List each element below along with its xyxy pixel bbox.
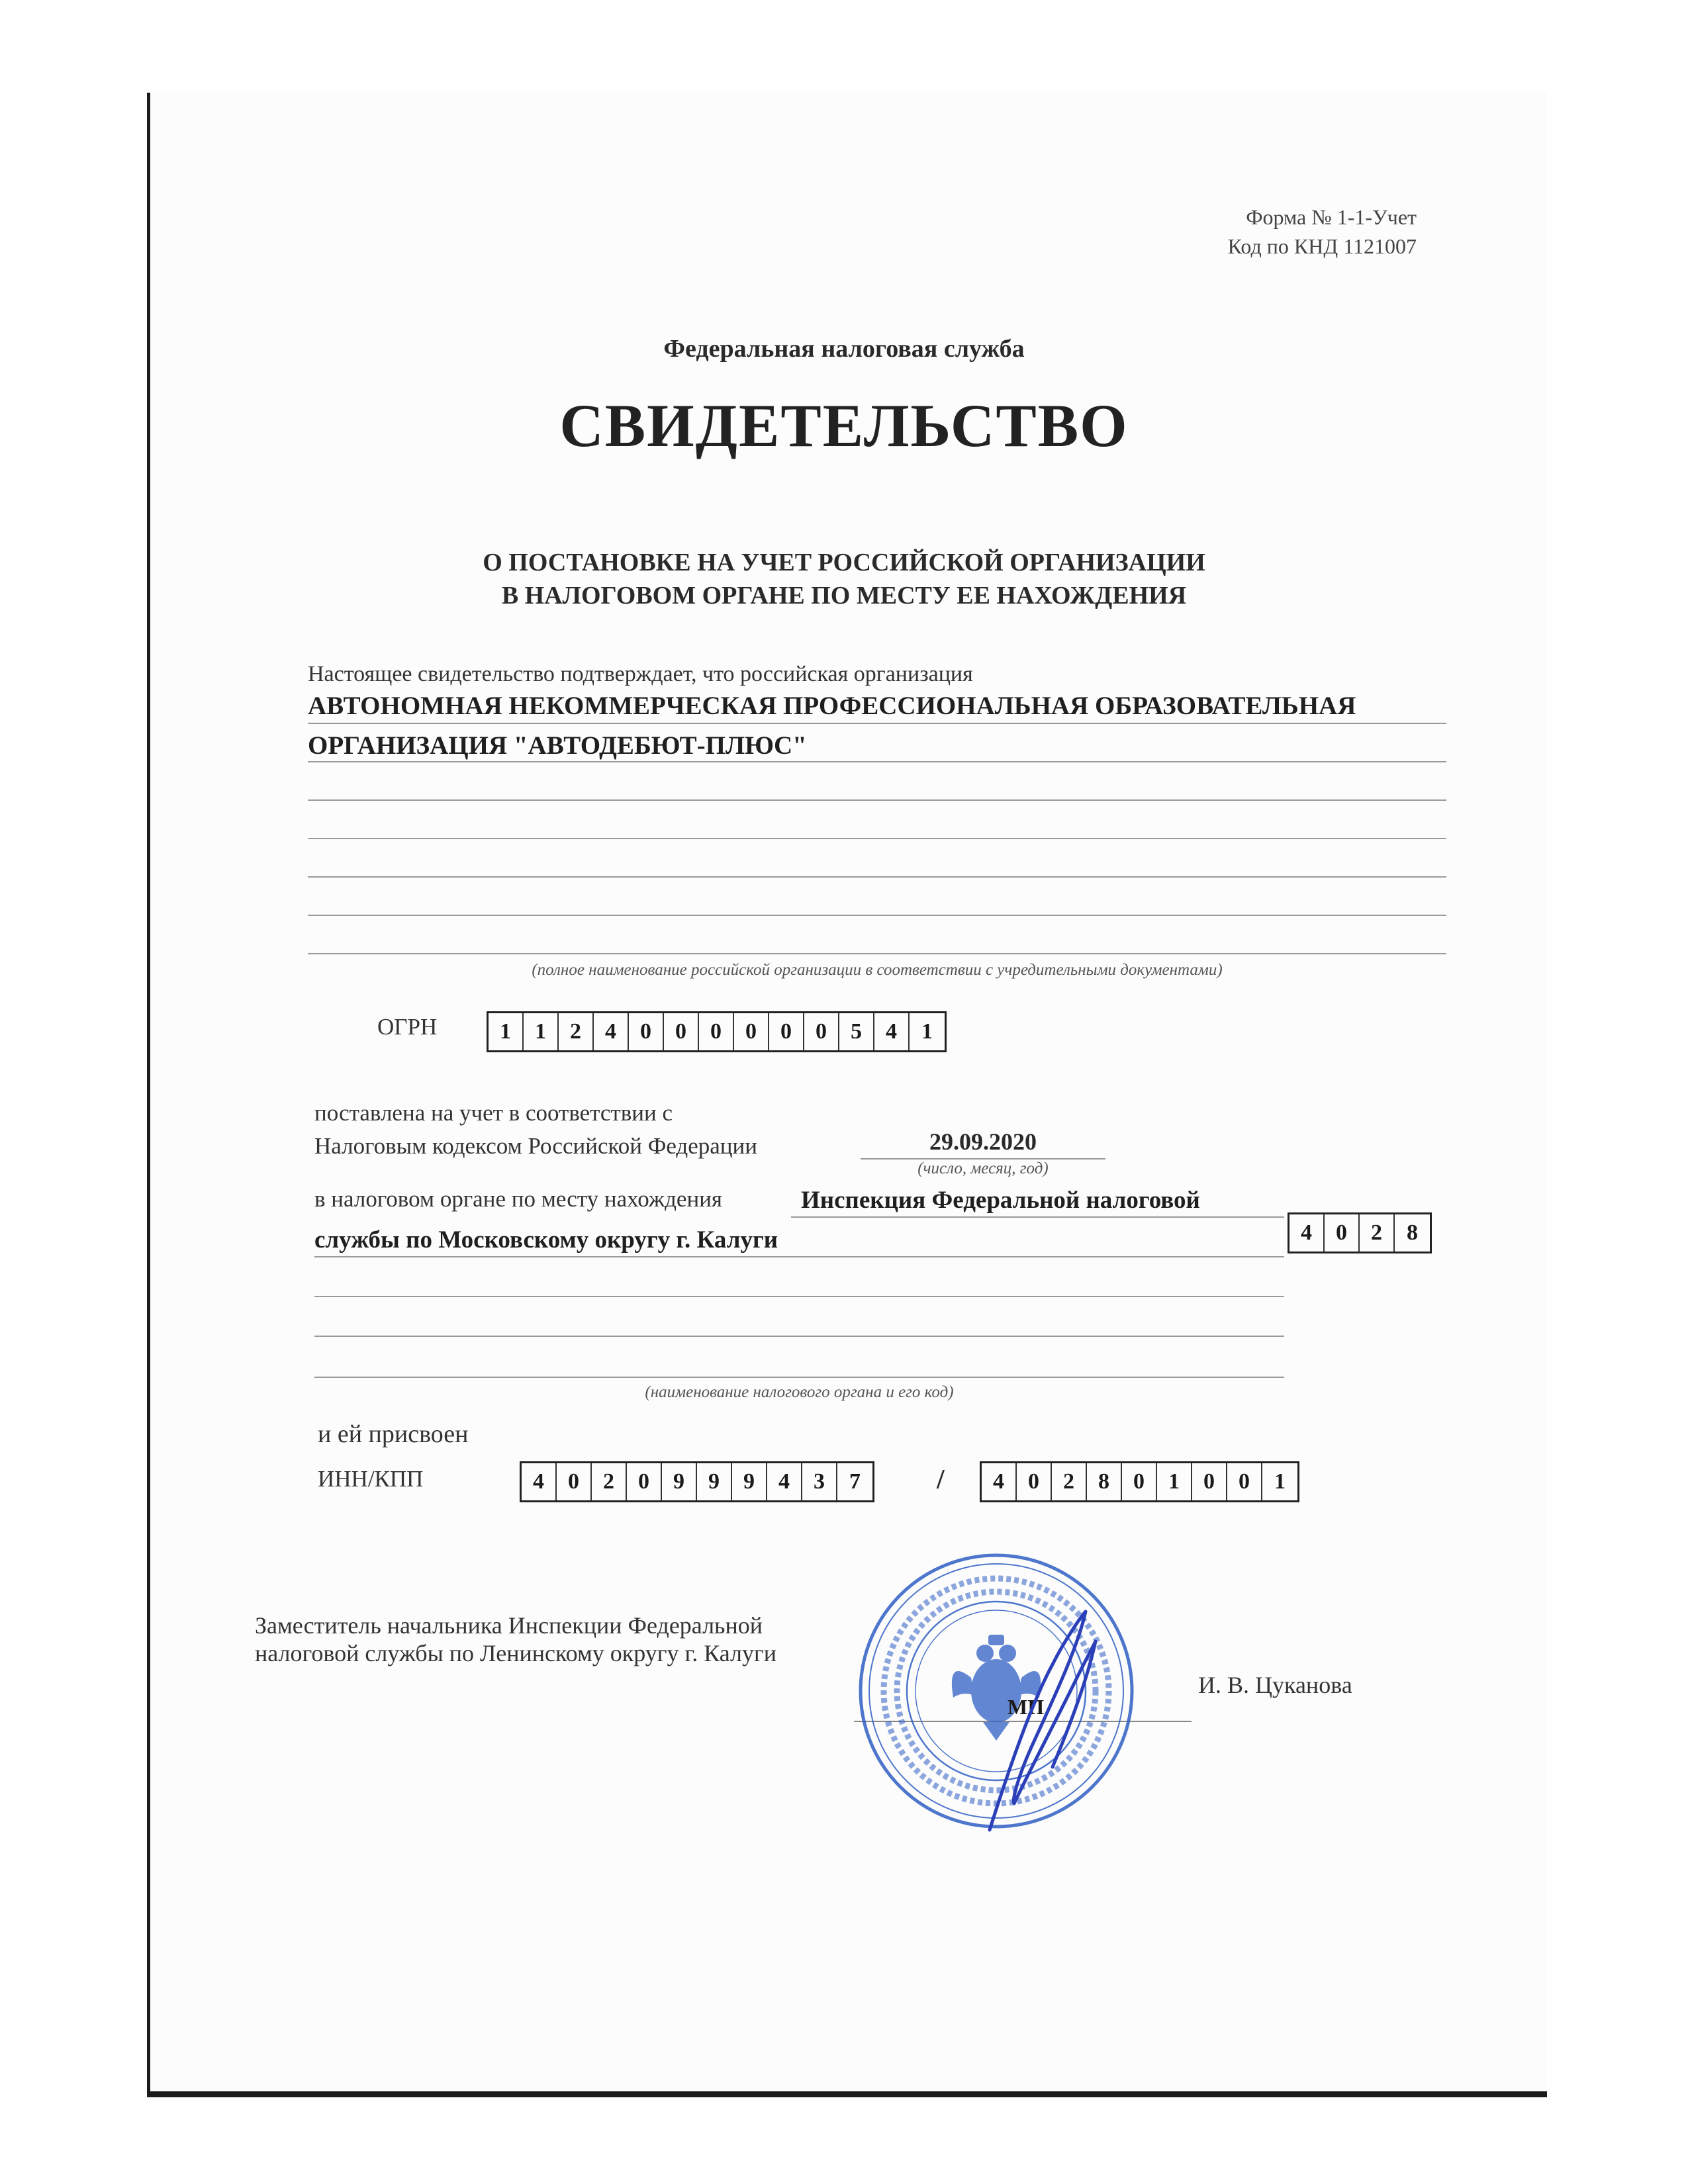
- signatory-position-line-1: Заместитель начальника Инспекции Федеральной: [255, 1612, 763, 1639]
- fill-line: [314, 1336, 1284, 1337]
- registration-text-1: поставлена на учет в соответствии с: [314, 1100, 673, 1126]
- kpp-digit: 4: [982, 1463, 1017, 1500]
- org-name-caption: (полное наименование российской организации в соответствии с учредительными документами): [532, 961, 1223, 979]
- org-name-line-1: АВТОНОМНАЯ НЕКОММЕРЧЕСКАЯ ПРОФЕССИОНАЛЬНАЯ ОБРАЗОВАТЕЛЬНАЯ: [308, 692, 1356, 720]
- subtitle-line-1: О ПОСТАНОВКЕ НА УЧЕТ РОССИЙСКОЙ ОРГАНИЗАЦИИ: [483, 549, 1205, 576]
- inn-digit: 9: [697, 1463, 732, 1500]
- inn-digit: 4: [522, 1463, 557, 1500]
- fill-line: [314, 1256, 1284, 1257]
- inn-cells: [520, 1461, 874, 1502]
- inn-digit: 0: [557, 1463, 592, 1500]
- ogrn-cells: [487, 1011, 947, 1052]
- authority-code-digit: 0: [1325, 1214, 1360, 1251]
- inn-kpp-separator: /: [937, 1465, 945, 1495]
- inn-digit: 3: [802, 1463, 837, 1500]
- authority-code-digit: 4: [1289, 1214, 1325, 1251]
- inn-digit: 9: [732, 1463, 767, 1500]
- fill-line: [308, 723, 1446, 724]
- date-caption: (число, месяц, год): [917, 1160, 1049, 1177]
- ogrn-digit: 0: [804, 1013, 839, 1050]
- fill-line: [791, 1216, 1284, 1218]
- fill-line: [308, 799, 1446, 801]
- kpp-digit: 1: [1274, 1469, 1286, 1494]
- ogrn-digit: 1: [489, 1013, 524, 1050]
- ogrn-digit: 4: [874, 1013, 910, 1050]
- subtitle-line-2: В НАЛОГОВОМ ОРГАНЕ ПО МЕСТУ ЕЕ НАХОЖДЕНИЯ: [501, 582, 1187, 610]
- assigned-text: и ей присвоен: [318, 1420, 469, 1448]
- inn-digit: 0: [627, 1463, 662, 1500]
- kpp-digit: 0: [1227, 1463, 1262, 1500]
- form-number-block: [1228, 203, 1417, 261]
- authority-code-cells: [1288, 1212, 1432, 1253]
- registration-date: 29.09.2020: [929, 1128, 1037, 1155]
- ogrn-digit: 4: [594, 1013, 629, 1050]
- knd-code: Код по КНД 1121007: [1227, 234, 1417, 258]
- kpp-digit: 2: [1052, 1463, 1087, 1500]
- seal-mark: МП: [1008, 1695, 1045, 1719]
- inn-digit: 9: [662, 1463, 697, 1500]
- org-name-line-2: ОРГАНИЗАЦИЯ "АВТОДЕБЮТ-ПЛЮС": [308, 731, 807, 760]
- official-seal-stamp: [854, 1549, 1139, 1833]
- intro-text: Настоящее свидетельство подтверждает, что российская организация: [308, 662, 973, 686]
- kpp-digit: 0: [1192, 1463, 1227, 1500]
- authority-label: в налоговом органе по месту нахождения: [314, 1186, 723, 1212]
- kpp-digit: 8: [1087, 1463, 1122, 1500]
- authority-caption: (наименование налогового органа и его код): [645, 1383, 954, 1401]
- ogrn-digit: 5: [839, 1013, 874, 1050]
- fill-line: [308, 953, 1446, 954]
- fill-line: [314, 1296, 1284, 1297]
- signatory-position: [255, 1612, 776, 1667]
- inn-digit: 2: [592, 1463, 627, 1500]
- authority-name-line-1: Инспекция Федеральной налоговой: [801, 1187, 1200, 1214]
- fill-line: [314, 1377, 1284, 1378]
- kpp-digit: 0: [1122, 1463, 1157, 1500]
- ogrn-digit: 0: [699, 1013, 734, 1050]
- kpp-digit: 1: [1157, 1463, 1192, 1500]
- registration-text-2: Налоговым кодексом Российской Федерации: [314, 1133, 757, 1159]
- ogrn-digit: 0: [664, 1013, 699, 1050]
- kpp-cells: [980, 1461, 1299, 1502]
- ogrn-digit: 0: [769, 1013, 804, 1050]
- fill-line: [308, 915, 1446, 916]
- fill-line: [308, 876, 1446, 878]
- authority-code-digit: 8: [1407, 1220, 1418, 1245]
- kpp-digit: 0: [1017, 1463, 1052, 1500]
- ogrn-digit: 1: [921, 1019, 933, 1044]
- ogrn-digit: 0: [734, 1013, 769, 1050]
- inn-digit: 7: [849, 1469, 861, 1494]
- ogrn-digit: 0: [629, 1013, 664, 1050]
- inn-kpp-label: ИНН/КПП: [318, 1466, 424, 1492]
- authority-code-digit: 2: [1360, 1214, 1395, 1251]
- document-title: СВИДЕТЕЛЬСТВО: [559, 392, 1129, 459]
- fill-line: [308, 838, 1446, 839]
- ogrn-digit: 1: [524, 1013, 559, 1050]
- authority-name-line-2: службы по Московскому округу г. Калуги: [314, 1226, 778, 1253]
- ogrn-digit: 2: [559, 1013, 594, 1050]
- signer-name: И. В. Цуканова: [1198, 1672, 1352, 1698]
- document-subtitle: [0, 546, 1688, 612]
- form-number: Форма № 1-1-Учет: [1246, 205, 1417, 229]
- signatory-position-line-2: налоговой службы по Ленинскому округу г. Калуги: [255, 1640, 777, 1666]
- fill-line: [308, 761, 1446, 762]
- inn-digit: 4: [767, 1463, 802, 1500]
- agency-name: Федеральная налоговая служба: [663, 335, 1025, 363]
- ogrn-label: ОГРН: [377, 1014, 438, 1040]
